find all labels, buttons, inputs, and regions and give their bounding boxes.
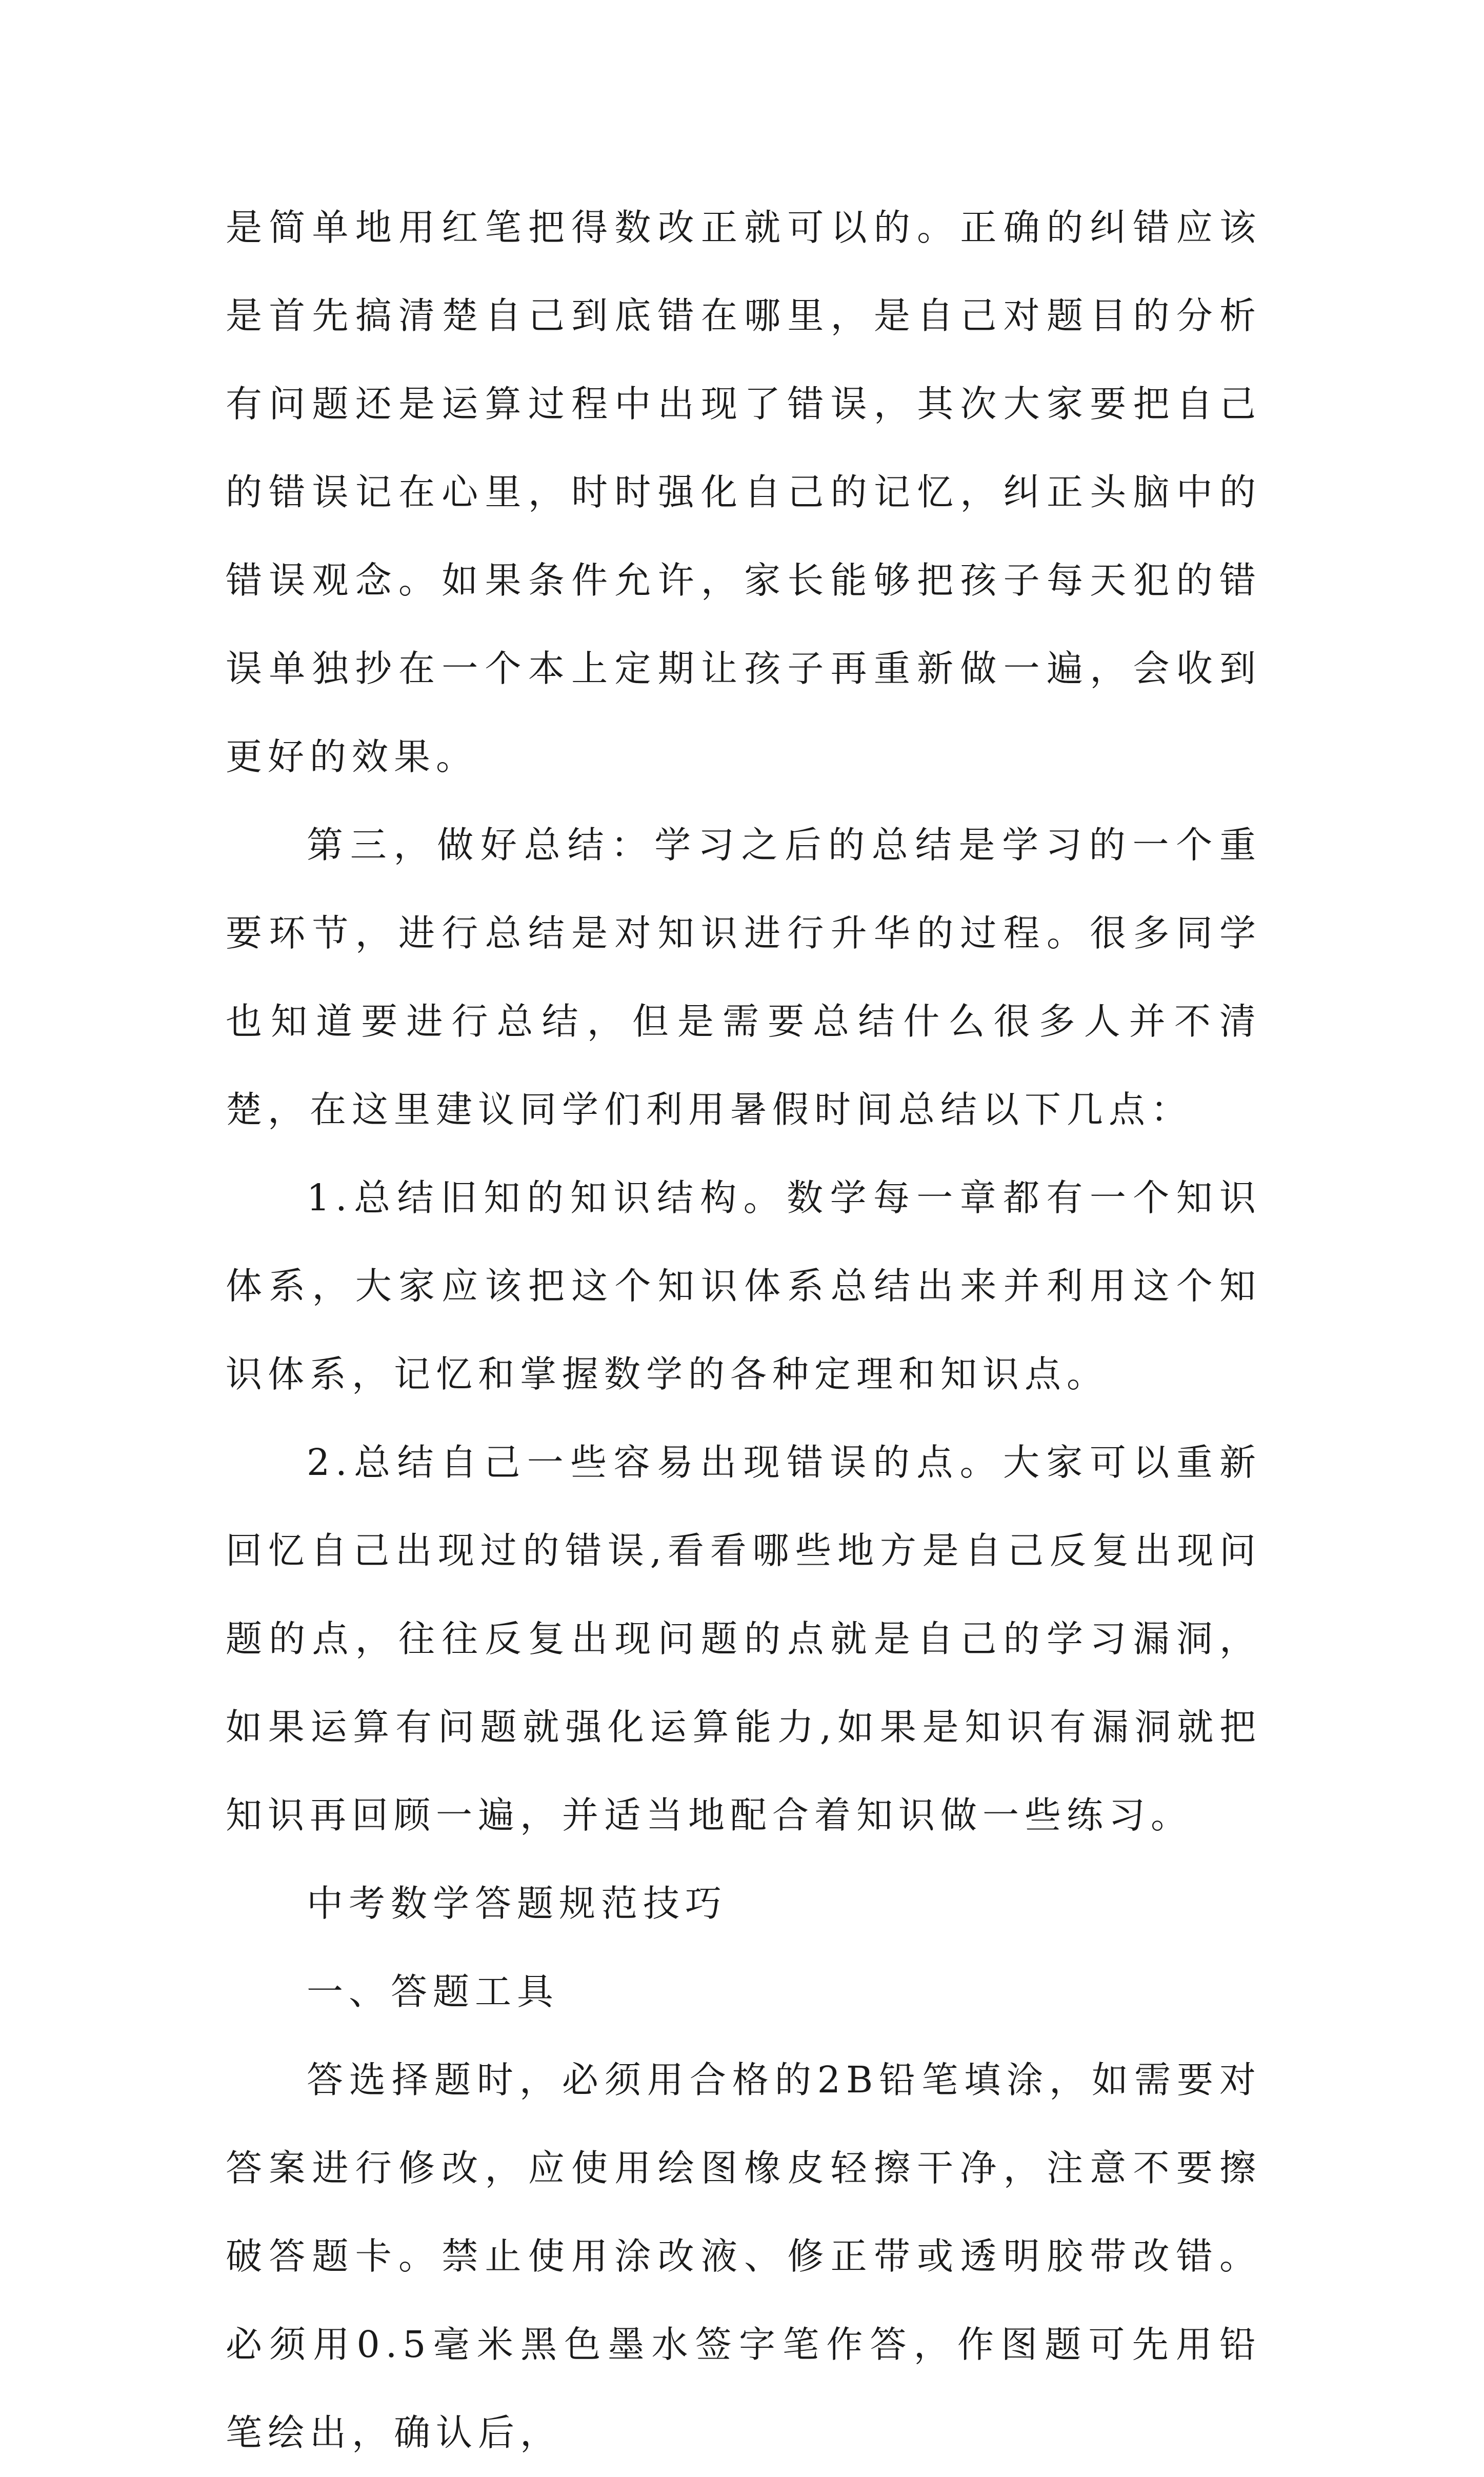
paragraph-summary-point-1: 1.总结旧知的知识结构。数学每一章都有一个知识体系，大家应该把这个知识体系总结出来并利用这个知识体系，记忆和掌握数学的各种定理和知识点。: [226, 1176, 1261, 1395]
subheading-answer-tools: 一、答题工具: [307, 1970, 559, 2013]
paragraph-summary-point-2: 2.总结自己一些容易出现错误的点。大家可以重新回忆自己出现过的错误,看看哪些地方是自己反复出现问题的点，往往反复出现问题的点就是自己的学习漏洞，如果运算有问题就强化运算能力,如果是知识有漏洞就把知识再回顾一遍，并适当地配合着知识做一些练习。: [226, 1441, 1261, 1836]
paragraph-summary-intro: 第三，做好总结：学习之后的总结是学习的一个重要环节，进行总结是对知识进行升华的过程。很多同学也知道要进行总结，但是需要总结什么很多人并不清楚，在这里建议同学们利用暑假时间总结以下几点：: [226, 824, 1261, 1131]
document-body: [226, 184, 1261, 2477]
paragraph-answer-tools: 答选择题时，必须用合格的2B铅笔填涂，如需要对答案进行修改，应使用绘图橡皮轻擦干净，注意不要擦破答题卡。禁止使用涂改液、修正带或透明胶带改错。必须用0.5毫米黑色墨水签字笔作答，作图题可先用铅笔绘出，确认后，: [226, 2059, 1261, 2454]
section-heading-answer-techniques: 中考数学答题规范技巧: [307, 1882, 728, 1925]
paragraph-error-correction: 是简单地用红笔把得数改正就可以的。正确的纠错应该是首先搞清楚自己到底错在哪里，是自己对题目的分析有问题还是运算过程中出现了错误，其次大家要把自己的错误记在心里，时时强化自己的记忆，纠正头脑中的错误观念。如果条件允许，家长能够把孩子每天犯的错误单独抄在一个本上定期让孩子再重新做一遍，会收到更好的效果。: [226, 206, 1261, 778]
